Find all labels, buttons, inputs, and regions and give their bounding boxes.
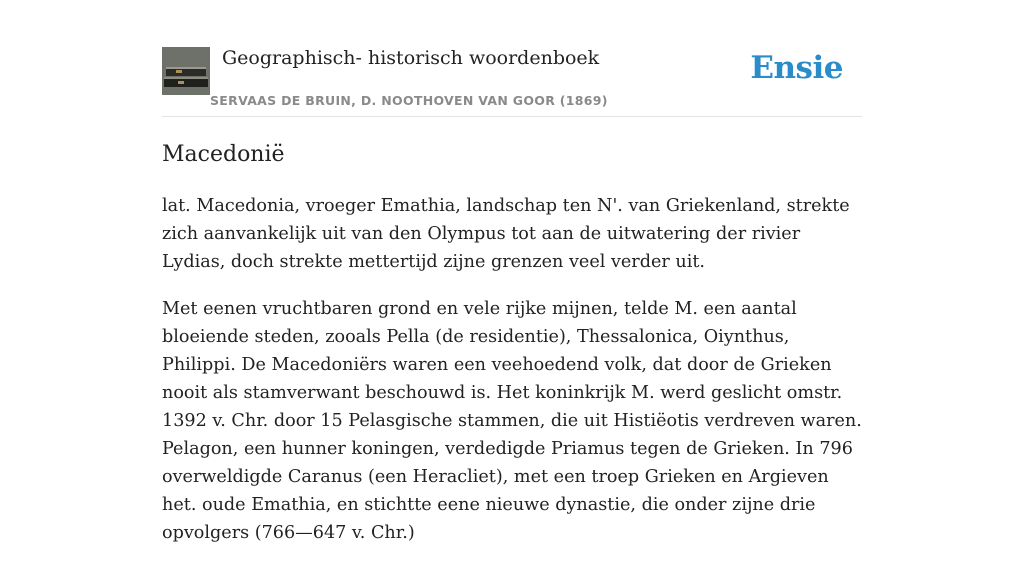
book-author: SERVAAS DE BRUIN, D. NOOTHOVEN VAN GOOR (1869) [210, 93, 608, 108]
book-title[interactable]: Geographisch- historisch woordenboek [222, 47, 600, 69]
entry-title: Macedonië [162, 142, 285, 167]
entry-body [162, 192, 862, 566]
book-header [162, 46, 862, 117]
entry-paragraph-2: Met eenen vruchtbaren grond en vele rijke mijnen, telde M. een aantal bloeiende steden, zooals Pella (de residentie), Thessalonica, Oiynthus, Philippi. De Macedoniërs waren een veehoedend volk, dat door de Grieken nooit als stamverwant beschouwd is. Het koninkrijk M. werd geslicht omstr. 1392 v. Chr. door 15 Pelasgische stammen, die uit Histiëotis verdreven waren. Pelagon, een hunner koningen, verdedigde Priamus tegen de Grieken. In 796 overweldigde Caranus (een Heracliet), met een troep Grieken en Argieven het. oude Emathia, en stichtte eene nieuwe dynastie, die onder zijne drie opvolgers (766—647 v. Chr.) [162, 299, 862, 543]
book-cover-avatar[interactable] [162, 47, 210, 95]
entry-paragraph-1: lat. Macedonia, vroeger Emathia, landschap ten N'. van Griekenland, strekte zich aanvankelijk uit van den Olympus tot aan de uitwatering der rivier Lydias, doch strekte mettertijd zijne grenzen veel verder uit. [162, 196, 850, 272]
ensie-logo[interactable]: Ensie [750, 50, 843, 86]
